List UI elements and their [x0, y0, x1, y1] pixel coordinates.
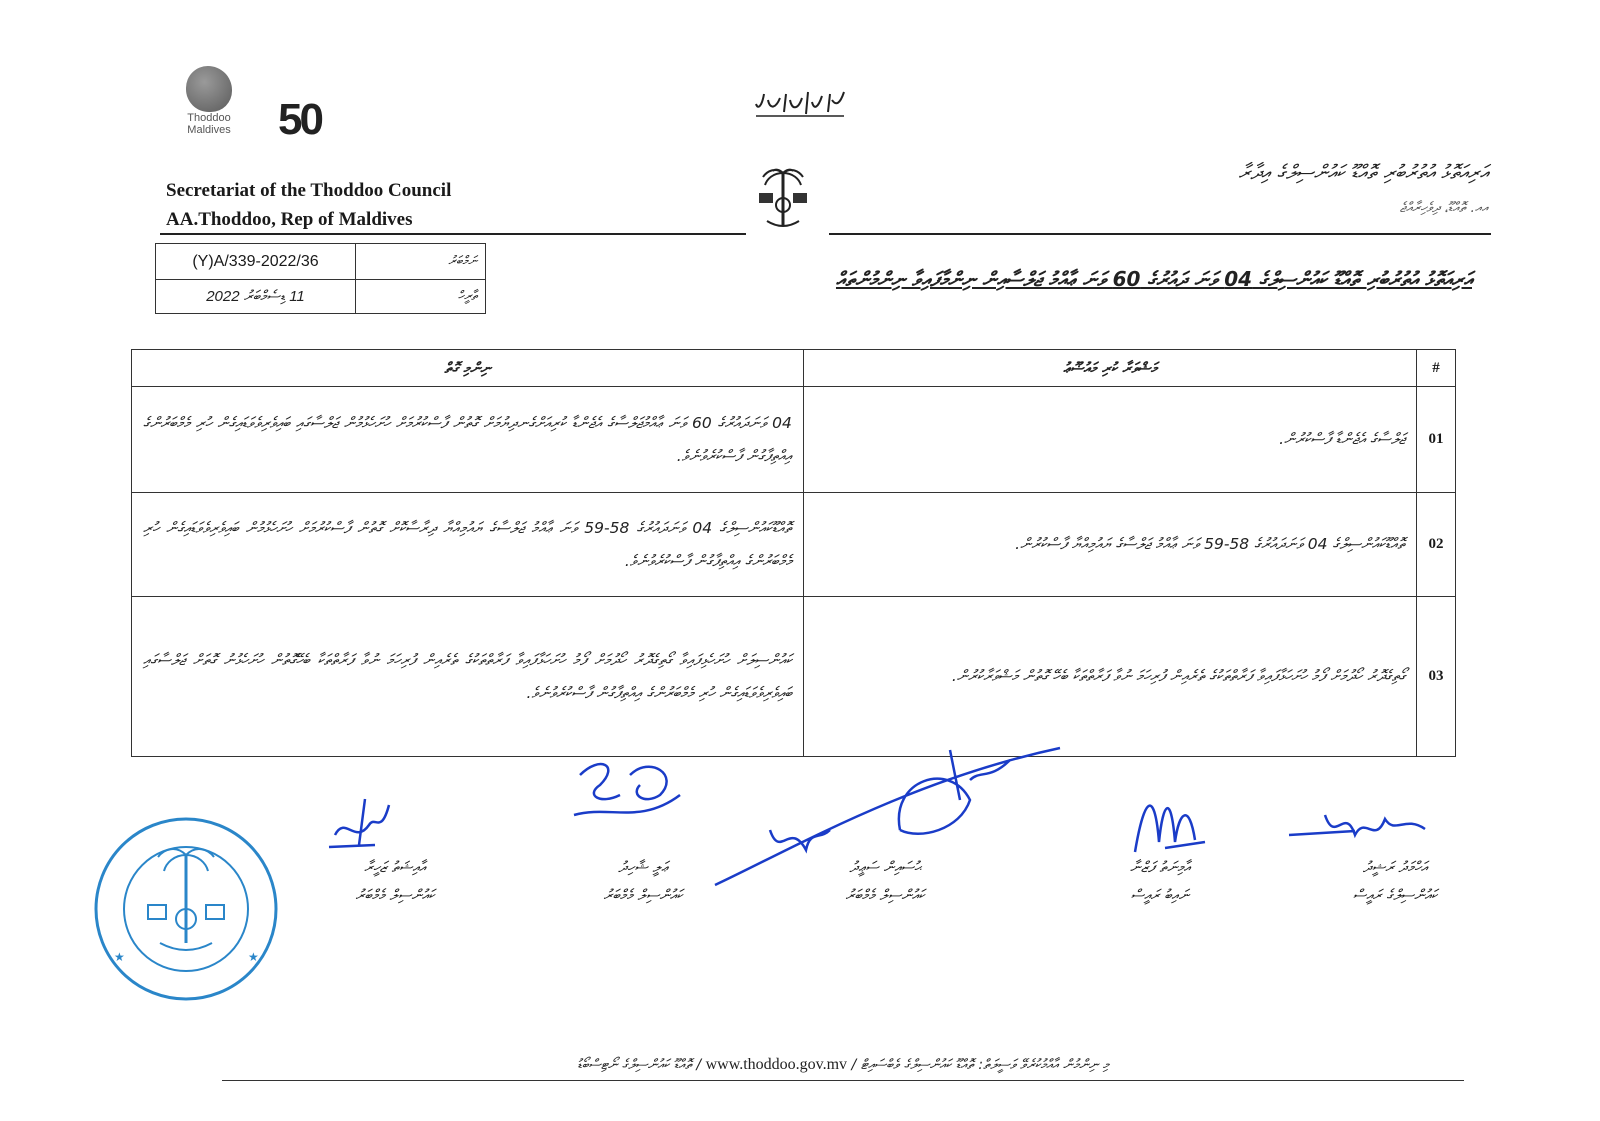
footer-underline: [222, 1080, 1464, 1081]
row-agenda: ގޯތިގެދޮރު ހޯދުމަށް ފޯމު ހުށަހަޅާފައިވާ ފަރާތްތަކުގެ ތެރެއިން ފުރިހަމަ ނުވާ ފަރާތްތަކާ ބެހޭ ގޮތުން މަޝްވަރާކުރުން.: [951, 667, 1406, 685]
secretariat-line1: Secretariat of the Thoddoo Council: [166, 180, 452, 201]
footer-distribution: މި ނިންމުން އާއްމުކުރެވޭ ވަސީލަތް: ތޮއްޑޫ ކައުންސިލްގެ ވެބްސައިޓް / www.thoddoo.gov.mv / ތޮއްޑޫ ކައުންސިލްގެ ނޯޓިސްބޯޑު: [577, 1056, 1109, 1073]
signatory-5: [300, 858, 490, 904]
signature-5-icon: [325, 795, 395, 855]
signatory-name: އާމިނަތު ފަޒްނާ: [1129, 858, 1191, 876]
table-header-row: [132, 350, 1456, 387]
header-number: #: [1417, 350, 1456, 387]
signatory-role: ކައުންސިލް މެމްބަރު: [845, 886, 925, 904]
reference-number-row: [156, 244, 485, 280]
row-number: 03: [1417, 597, 1456, 757]
table-row: [132, 493, 1456, 597]
signatory-role: ކައުންސިލް މެމްބަރު: [355, 886, 435, 904]
secretariat-title: [166, 176, 451, 234]
document-title: އަރިއަތޮޅު އުތުރުބުރި ތޮއްޑޫ ކައުންސިލްގެ 04 ވަނަ ދައުރުގެ 60 ވަނަ ޢާއްމު ޖަލްސާއިން ނިންމާފައިވާ ނިންމުންތައް: [835, 267, 1472, 291]
header-resolution: ނިންމި ގޮތް: [132, 350, 804, 387]
row-agenda: ތޮއްޑޫކައުންސިލްގެ 04 ވަނަދައުރުގެ 58-59 ވަނަ ޢާއްމު ޖަލްސާގެ ޔައުމިއްޔާ ފާސްކުރުން.: [1015, 535, 1406, 553]
footer-left-text: މި ނިންމުން އާއްމުކުރެވޭ ވަސީލަތް:: [978, 1057, 1109, 1073]
signatory-name: ޙުސައިން ސަޢީދު: [849, 858, 921, 876]
table-row: [132, 597, 1456, 757]
header-agenda: މަޝްވަރާ ކުރި މައުޟޫޢު: [803, 350, 1416, 387]
row-agenda: ޖަލްސާގެ އެޖެންޑާ ފާސްކުރުން.: [1279, 430, 1406, 448]
header-divider-left: [160, 233, 746, 235]
organization-address: އއ. ތޮއްޑޫ، ދިވެހިރާއްޖެ: [1399, 200, 1488, 216]
footer-middle-text: ތޮއްޑޫ ކައުންސިލްގެ ވެބްސައިޓް: [860, 1057, 974, 1073]
reference-date-row: [156, 279, 485, 314]
signatory-name: ޢަލީ ޝާހިދު: [618, 858, 668, 876]
header-divider-right: [829, 233, 1491, 235]
logo-text-line1: Thoddoo: [187, 112, 231, 124]
signature-4-icon: [570, 755, 685, 830]
signatory-name: އާއިޝަތު ޒަހީރާ: [364, 858, 426, 876]
logo-text-line2: Maldives: [187, 124, 231, 136]
maldives-emblem-icon: [755, 165, 811, 237]
row-resolution: ތޮއްޑޫކައުންސިލްގެ 04 ވަނަދައުރުގެ 58-59 ވަނަ ޢާއްމު ޖަލްސާގެ ޔައުމިއްޔާ ދިރާސާކޮށް ގޮތުން ފާސްކުރުމަށް ހުށަހެޅުމުން ބައިވެރިވެވަޑައިގެން ހުރި މެމްބަރުންގެ އިއްތިފާގުން ފާސްކުރެވުނެވެ.: [143, 518, 792, 570]
organization-name: އަރިއަތޮޅު އުތުރުބުރި ތޮއްޑޫ ކައުންސިލްގެ އިދާރާ: [1238, 160, 1488, 184]
fifty-logo-number: 50: [278, 95, 321, 144]
thoddoo-maldives-logo: [178, 66, 240, 146]
footer-right-text: ތޮއްޑޫ ކައުންސިލްގެ ނޯޓިސްބޯޑު: [577, 1057, 692, 1073]
footer-website-link[interactable]: www.thoddoo.gov.mv: [705, 1056, 848, 1073]
svg-text:★: ★: [248, 950, 259, 964]
secretariat-line2: AA.Thoddoo, Rep of Maldives: [166, 209, 413, 230]
signatory-1: [1300, 858, 1490, 904]
council-seal-icon: [92, 815, 280, 1003]
signatory-3: [790, 858, 980, 904]
reference-number-label: ނަމްބަރު: [448, 254, 477, 269]
signatory-role: ކައުންސިލް މެމްބަރު: [603, 886, 683, 904]
row-resolution: 04 ވަނަދައުރުގެ 60 ވަނަ ޢާއްމުޖަލްސާގެ އެޖެންޑާ ކުރިއަށްގެނދިޔުމަށް ގޮތުން ފާސްކުރުމަށް ހުށަހެޅުމުން ޖަލްސާގައި ބައިވެރިވެވަޑައިގެން ހުރި މެމްބަރުންގެ އިއްތިފާގުން ފާސްކުރެވުނެވެ.: [143, 413, 792, 465]
reference-box: [155, 243, 486, 314]
signature-1-icon: [1285, 795, 1435, 855]
table-row: [132, 387, 1456, 493]
reference-date-value: 11 ޑިސެމްބަރު 2022: [156, 279, 356, 314]
bismillah-calligraphy-icon: [752, 86, 848, 122]
signature-2-icon: [1125, 782, 1215, 862]
fifty-years-logo: [278, 95, 348, 157]
signatory-role: ނައިބު ރައީސް: [1130, 886, 1190, 904]
thoddoo-logo-mark-icon: [186, 66, 232, 112]
signatory-4: [548, 858, 738, 904]
reference-date-label: ތާރީހް: [457, 289, 477, 304]
row-number: 02: [1417, 493, 1456, 597]
resolutions-table: [131, 349, 1456, 757]
reference-number-value: (Y)A/339-2022/36: [156, 244, 356, 279]
svg-text:★: ★: [114, 950, 125, 964]
row-number: 01: [1417, 387, 1456, 493]
signatory-name: އަހްމަދު ރަޝީދު: [1362, 858, 1428, 876]
signatory-role: ކައުންސިލްގެ ރައީސް: [1352, 886, 1438, 904]
signatory-2: [1065, 858, 1255, 904]
row-resolution: ކައުންސިލަށް ހުށަހެޅިފައިވާ ގޯތިގެދޮރު ހޯދުމަށް ފޯމު ހުށަހަޅާފައިވާ ފަރާތްތަކުގެ ތެރެއިން ފުރިހަމަ ނުވާ ފަރާތްތަކާ ބެހޭގޮތުން ހުށަހެޅުނު ގޮތަށް ޖަލްސާގައި ބައިވެރިވެވަޑައިގެން ހުރި މެމްބަރުންގެ އިއްތިފާގުން ފާސްކުރެވުނެވެ.: [143, 650, 792, 702]
